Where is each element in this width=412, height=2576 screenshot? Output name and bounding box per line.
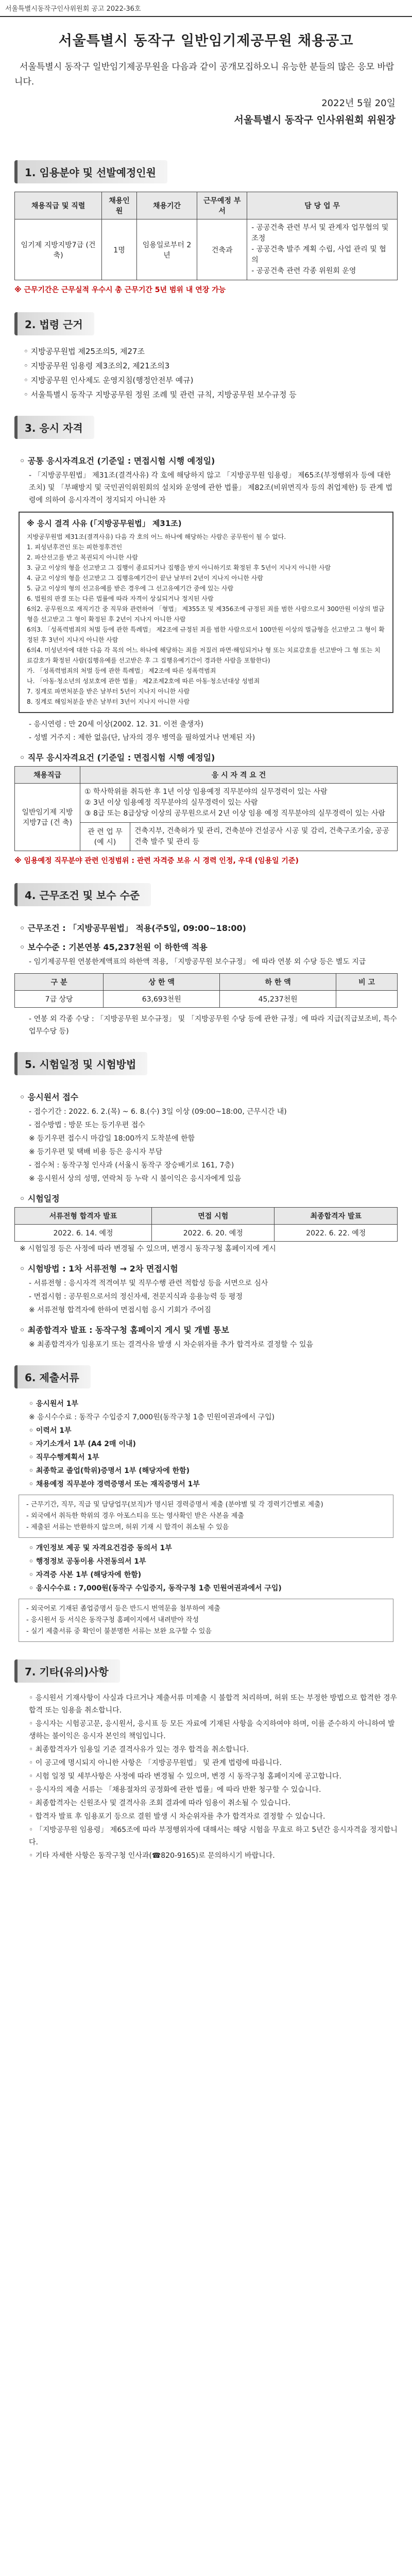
list-item: - 응시원서 등 서식은 동작구청 홈페이지에서 내려받아 작성 <box>26 1616 199 1624</box>
list-item: ◦ 직무수행계획서 1부 <box>29 1453 99 1462</box>
section-1-heading: 1. 임용분야 및 선발예정인원 <box>14 160 167 183</box>
list-item: ◦ 응시원서 기재사항이 사실과 다르거나 제출서류 미제출 시 불합격 처리하며, 허위 또는 부정한 방법으로 합격한 경우 합격 또는 임용을 취소합니다. <box>29 1694 398 1715</box>
col-header: 채용인원 <box>102 192 137 219</box>
cell <box>336 991 398 1008</box>
list-item: - 외국에서 취득한 학위의 경우 아포스티유 또는 영사확인 받은 사본을 제출 <box>26 1512 244 1520</box>
requirements-table <box>14 766 398 851</box>
list-item: ◦ 지방공무원 인사제도 운영지침(행정안전부 예규) <box>24 376 194 385</box>
disqualification-title: ※ 응시 결격 사유 (「지방공무원법」 제31조) <box>27 519 182 528</box>
salary-level: ◦ 보수수준 : 기본연봉 45,237천원 이 하한액 적용 <box>20 942 208 952</box>
list-item: - 근무기간, 직무, 직급 및 담당업무(보직)가 명시된 경력증명서 제출 (분야별 및 각 경력기간별로 제출) <box>26 1501 323 1509</box>
col-header: 최종합격자 발표 <box>274 1208 398 1225</box>
list-item: - 접수처 : 동작구청 인사과 (서울시 동작구 장승배기로 161, 7층) <box>29 1161 234 1170</box>
cell: 2022. 6. 22. 예정 <box>274 1225 398 1242</box>
col-header: 근무예정 부서 <box>197 192 247 219</box>
list-item: ※ 최종합격자가 임용포기 또는 결격사유 발생 시 차순위자를 추가 합격자로 결정할 수 있음 <box>29 1341 313 1349</box>
section-5-heading: 5. 시험일정 및 시험방법 <box>14 1052 147 1075</box>
footer-spacer <box>14 1863 398 1884</box>
list-item: ◦ 개인정보 제공 및 자격요건검증 동의서 1부 <box>29 1544 172 1552</box>
list-item: ※ 등기우편 및 택배 비용 등은 응시자 부담 <box>29 1148 163 1156</box>
list-item: - 서류전형 : 응시자격 적격여부 및 직무수행 관련 적합성 등을 서면으로 심사 <box>29 1279 268 1287</box>
list-item: ◦ 지방공무원법 제25조의5, 제27조 <box>24 347 145 356</box>
section-4-heading: 4. 근무조건 및 보수 수준 <box>14 883 151 906</box>
list-item: - 실기 제출서류 중 확인이 불분명한 서류는 보완 요구할 수 있음 <box>26 1628 212 1635</box>
list-item: 6의4. 미성년자에 대한 다음 각 목의 어느 하나에 해당하는 죄를 저질러 파면·해임되거나 형 또는 치료감호를 선고받아 그 형 또는 치료감호가 확정된 사람(집행유예를 선고받은 후 그 집행유예기간이 경과한 사람을 포함한다) <box>27 647 381 664</box>
list-item: 3. 금고 이상의 형을 선고받고 그 집행이 종료되거나 집행을 받지 아니하기로 확정된 후 5년이 지나지 아니한 사람 <box>27 564 331 571</box>
col-header: 서류전형 합격자 발표 <box>15 1208 152 1225</box>
cell: 63,693천원 <box>104 991 220 1008</box>
col-header: 상 한 액 <box>104 974 220 991</box>
schedule-note: ※ 시험일정 등은 사정에 따라 변경될 수 있으며, 변경시 동작구청 홈페이지에 게시 <box>20 1245 276 1253</box>
cell-related-text: 건축지부, 건축허가 및 관리, 건축분야 건설공사 시공 및 감리, 건축구조기술, 공공건축 발주 및 관리 등 <box>130 823 398 851</box>
gender-requirement: - 성별 거주지 : 제한 없음(단, 남자의 경우 병역을 필하였거나 면제된 자) <box>29 734 255 742</box>
list-item: ◦ 이력서 1부 <box>29 1427 72 1435</box>
announcement-date: 2022년 5월 20일 <box>321 98 396 109</box>
list-item: ◦ 서울특별시 동작구 지방공무원 정원 조례 및 관련 규칙, 지방공무원 보수규정 등 <box>24 390 297 399</box>
disqualification-box <box>19 512 393 713</box>
job-requirements-heading: ◦ 직무 응시자격요건 (기준일 : 면접시험 시행 예정일) <box>20 753 215 762</box>
list-item: 가. 「성폭력범죄의 처벌 등에 관한 특례법」 제2조에 따른 성폭력범죄 <box>27 667 216 674</box>
common-requirements-text: - 「지방공무원법」 제31조(결격사유) 각 호에 해당하지 않고 「지방공무원 임용령」 제65조(부정행위자 등에 대한 조치) 및 「부패방지 및 국민권익위원회의 설치와 운영에 관한 법률」 제82조(비위면직자 등의 취업제한) 등 관계 법령에 의하여 응시자격이 정지되지 아니한 자 <box>29 471 393 504</box>
list-item: - 접수방법 : 방문 또는 등기우편 접수 <box>29 1121 145 1129</box>
list-item: ※ 응시수수료 : 동작구 수입증지 7,000원(동작구청 1층 민원여권과에서 구입) <box>29 1413 275 1421</box>
col-header: 하 한 액 <box>220 974 336 991</box>
cell-count: 1명 <box>102 219 137 280</box>
age-requirement: - 응시연령 : 만 20세 이상(2002. 12. 31. 이전 출생자) <box>29 720 203 728</box>
list-item: ◦ 응시원서 1부 <box>29 1400 79 1408</box>
application-heading: ◦ 응시원서 접수 <box>20 1092 79 1102</box>
common-requirements-heading: ◦ 공통 응시자격요건 (기준일 : 면접시험 시행 예정일) <box>20 456 215 466</box>
col-header: 채용직급 <box>15 767 80 784</box>
list-item: ◦ 최종합격자가 임용일 기준 결격사유가 있는 경우 합격을 취소합니다. <box>29 1745 249 1754</box>
section-7-heading: 7. 기타(유의)사항 <box>14 1659 120 1683</box>
submission-note-box-2 <box>19 1599 393 1642</box>
list-item: ◦ 기타 자세한 사항은 동작구청 인사과(☎820-9165)로 문의하시기 바랍니다. <box>29 1852 275 1860</box>
cell-grade: 임기제 지방지방7급 (건축) <box>15 219 102 280</box>
list-item: ◦ 지방공무원 임용령 제3조의2, 제21조의3 <box>24 361 170 370</box>
list-item: ◦ 합격자 발표 후 임용포기 등으로 결원 발생 시 차순위자를 추가 합격자로 결정할 수 있습니다. <box>29 1812 325 1821</box>
cell-period: 임용일로부터 2년 <box>136 219 197 280</box>
list-item: 2. 파산선고를 받고 복권되지 아니한 사람 <box>27 554 138 561</box>
list-item: 8. 징계로 해임처분을 받은 날부터 3년이 지나지 아니한 사람 <box>27 698 190 705</box>
section-3-note: ※ 임용예정 직무분야 관련 인정범위 : 관련 자격증 보유 시 경력 인정, 우대 (임용일 기준) <box>14 857 299 865</box>
list-item: 나. 「아동·청소년의 성보호에 관한 법률」 제2조제2호에 따른 아동·청소년대상 성범죄 <box>27 677 260 685</box>
list-item: 6의3. 「성폭력범죄의 처벌 등에 관한 특례법」 제2조에 규정된 죄를 범한 사람으로서 100만원 이상의 벌금형을 선고받고 그 형이 확정된 후 3년이 지나지 아니한 사람 <box>27 626 385 643</box>
list-item: ◦ 최종합격자는 신원조사 및 결격사유 조회 결과에 따라 임용이 취소될 수 있습니다. <box>29 1799 290 1807</box>
table-row <box>15 1225 398 1242</box>
list-item: ◦ 자격증 사본 1부 (해당자에 한함) <box>29 1571 142 1579</box>
final-announcement-heading: ◦ 최종합격자 발표 : 동작구청 홈페이지 게시 및 개별 통보 <box>20 1325 229 1335</box>
list-item: ◦ 자기소개서 1부 (A4 2매 이내) <box>29 1440 136 1448</box>
method-heading: ◦ 시험방법 : 1차 서류전형 → 2차 면접시험 <box>20 1264 178 1274</box>
section-2-heading: 2. 법령 근거 <box>14 312 94 335</box>
list-item: ◦ 시험 일정 및 세부사항은 사정에 따라 변경될 수 있으며, 변경 시 동작구청 홈페이지에 공고합니다. <box>29 1772 341 1781</box>
page-title: 서울특별시 동작구 일반임기제공무원 채용공고 <box>58 33 354 49</box>
cell: 2022. 6. 20. 예정 <box>152 1225 274 1242</box>
list-item: 1. 피성년후견인 또는 피한정후견인 <box>27 544 123 551</box>
cell: 2022. 6. 14. 예정 <box>15 1225 152 1242</box>
list-item: ◦ 최종학교 졸업(학위)증명서 1부 (해당자에 한함) <box>29 1467 190 1475</box>
list-item: ◦ 「지방공무원 임용령」 제65조에 따라 부정행위자에 대해서는 해당 시험을 무효로 하고 5년간 응시자격을 정지합니다. <box>29 1826 398 1846</box>
list-item: - 면접시험 : 공무원으로서의 정신자세, 전문지식과 응용능력 등 평정 <box>29 1293 243 1301</box>
list-item: ◦ 행정정보 공동이용 사전동의서 1부 <box>29 1557 146 1566</box>
list-item: 7. 징계로 파면처분을 받은 날부터 5년이 지나지 아니한 사람 <box>27 688 190 695</box>
list-item: - 접수기간 : 2022. 6. 2.(목) ~ 6. 8.(수) 3일 이상 (09:00~18:00, 근무시간 내) <box>29 1108 287 1116</box>
cell: 7급 상당 <box>15 991 104 1008</box>
list-item: - 제출된 서류는 반환하지 않으며, 허위 기재 시 합격이 취소될 수 있음 <box>26 1523 229 1531</box>
col-header: 비 고 <box>336 974 398 991</box>
table-row <box>15 219 398 280</box>
cell-duties: - 공공건축 관련 부서 및 관계자 업무협의 및 조정 - 공공건축 발주 계획 수립, 사업 관리 및 협의 - 공공건축 관련 각종 위원회 운영 <box>247 219 398 280</box>
notice-number: 서울특별시동작구인사위원회 공고 2022-36호 <box>0 0 412 17</box>
list-item: ◦ 응시자의 제출 서류는 「채용절차의 공정화에 관한 법률」에 따라 반환 청구할 수 있습니다. <box>29 1786 321 1794</box>
col-header: 담 당 업 무 <box>247 192 398 219</box>
position-table <box>14 192 398 280</box>
issuer: 서울특별시 동작구 인사위원회 위원장 <box>234 114 396 126</box>
list-item: ◦ 이 공고에 명시되지 아니한 사항은 「지방공무원법」 및 관계 법령에 따릅니다. <box>29 1759 282 1767</box>
cell-related-label: 관 련 업 무 (예 시) <box>80 823 130 851</box>
list-item: 4. 금고 이상의 형을 선고받고 그 집행유예기간이 끝난 날부터 2년이 지나지 아니한 사람 <box>27 574 263 582</box>
schedule-table <box>14 1207 398 1242</box>
list-item: ◦ 응시수수료 : 7,000원(동작구 수입증지, 동작구청 1층 민원여권과에서 구입) <box>29 1584 282 1592</box>
col-header: 구 분 <box>15 974 104 991</box>
cell-grade: 일반임기제 지방지방7급 (건 축) <box>15 784 80 851</box>
list-item: ※ 서류전형 합격자에 한하여 면접시험 응시 기회가 주어짐 <box>29 1306 211 1314</box>
list-item: 6. 법원의 판결 또는 다른 법률에 따라 자격이 상실되거나 정지된 사람 <box>27 595 214 602</box>
list-item: 지방공무원법 제31조(결격사유) 다음 각 호의 어느 하나에 해당하는 사람은 공무원이 될 수 없다. <box>27 533 286 540</box>
col-header: 응 시 자 격 요 건 <box>80 767 398 784</box>
intro-text: 서울특별시 동작구 일반임기제공무원을 다음과 같이 공개모집하오니 유능한 분들의 많은 응모 바랍니다. <box>14 62 394 87</box>
schedule-heading: ◦ 시험일정 <box>20 1194 60 1204</box>
list-item: - 외국어로 기재된 졸업증명서 등은 반드시 번역문을 첨부하여 제출 <box>26 1605 220 1613</box>
cell-requirements: ① 학사학위를 취득한 후 1년 이상 임용예정 직무분야의 실무경력이 있는 사람 ② 3년 이상 임용예정 직무분야의 실무경력이 있는 사람 ③ 8급 또는 8급상당 이상의 공무원으로서 2년 이상 임용 예정 직무분야의 실무경력이 있는 사람 <box>80 784 398 823</box>
work-condition: ◦ 근무조건 : 「지방공무원법」 적용(주5일, 09:00~18:00) <box>20 923 246 933</box>
section-1-note: ※ 근무기간은 근무실적 우수시 총 근무기간 5년 범위 내 연장 가능 <box>14 286 226 294</box>
cell: 45,237천원 <box>220 991 336 1008</box>
table-row <box>15 784 398 823</box>
col-header: 채용직급 및 직렬 <box>15 192 102 219</box>
list-item: ◦ 채용예정 직무분야 경력증명서 또는 재직증명서 1부 <box>29 1480 200 1488</box>
salary-table <box>14 973 398 1008</box>
document-body <box>0 29 412 1884</box>
cell-dept: 건축과 <box>197 219 247 280</box>
col-header: 면접 시험 <box>152 1208 274 1225</box>
list-item: ◦ 응시자는 시험공고문, 응시원서, 응시표 등 모든 자료에 기재된 사항을 숙지하여야 하며, 이를 준수하지 아니하여 발생하는 불이익은 응시자 본인의 책임입니다. <box>29 1720 395 1740</box>
list-item: ※ 응시원서 상의 성명, 연락처 등 누락 시 불이익은 응시자에게 있음 <box>29 1175 242 1183</box>
allowance-text: - 연봉 외 각종 수당 : 「지방공무원 보수규정」 및 「지방공무원 수당 등에 관한 규정」에 따라 지급(직급보조비, 특수업무수당 등) <box>29 1015 397 1036</box>
section-6-heading: 6. 제출서류 <box>14 1365 91 1388</box>
section-3-heading: 3. 응시 자격 <box>14 416 94 439</box>
salary-text: - 임기제공무원 연봉한계액표의 하한액 적용, 「지방공무원 보수규정」 에 따라 연봉 외 수당 등은 별도 지급 <box>29 958 366 966</box>
col-header: 채용기간 <box>136 192 197 219</box>
table-row <box>15 991 398 1008</box>
list-item: 6의2. 공무원으로 재직기간 중 직무와 관련하여 「형법」 제355조 및 제356조에 규정된 죄를 범한 사람으로서 300만원 이상의 벌금형을 선고받고 그 형이 확정된 후 2년이 지나지 아니한 사람 <box>27 605 385 623</box>
submission-note-box <box>19 1495 393 1538</box>
list-item: 5. 금고 이상의 형의 선고유예를 받은 경우에 그 선고유예기간 중에 있는 사람 <box>27 585 234 592</box>
list-item: ※ 등기우편 접수시 마감일 18:00까지 도착분에 한함 <box>29 1134 195 1143</box>
